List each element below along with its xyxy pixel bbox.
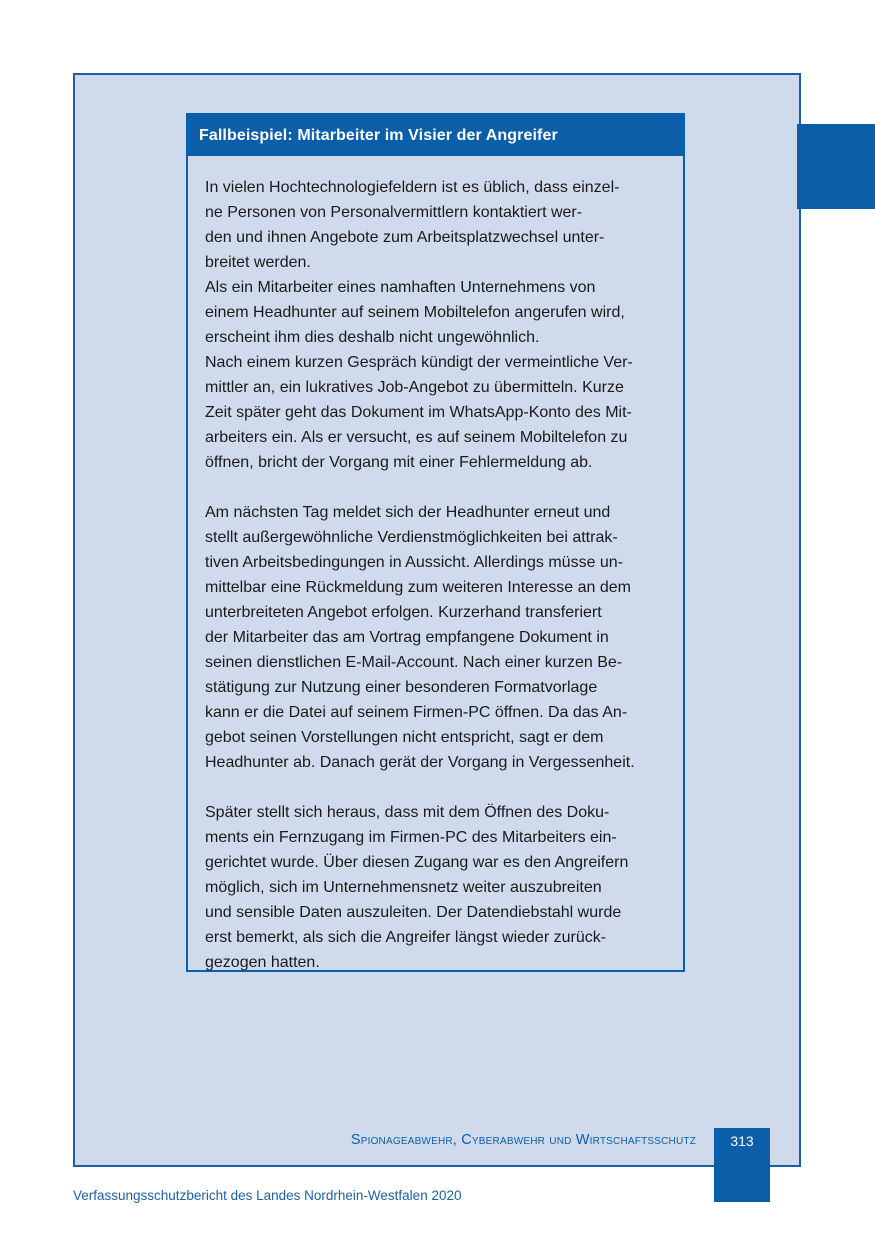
text-line: der Mitarbeiter das am Vortrag empfangene Dokument in [205,629,609,646]
case-study-paragraph-3 [205,800,675,975]
paragraph-gap [205,475,675,500]
text-line: In vielen Hochtechnologiefeldern ist es üblich, dass einzel- [205,179,620,196]
case-study-title: Fallbeispiel: Mitarbeiter im Visier der Angreifer [188,115,683,156]
text-line: breitet werden. [205,254,311,271]
text-line: öffnen, bricht der Vorgang mit einer Fehlermeldung ab. [205,454,593,471]
text-line: gerichtet wurde. Über diesen Zugang war es den Angreifern [205,854,629,871]
text-line: erscheint ihm dies deshalb nicht ungewöhnlich. [205,329,540,346]
text-line: mittler an, ein lukratives Job-Angebot zu übermitteln. Kurze [205,379,624,396]
text-line: den und ihnen Angebote zum Arbeitsplatzwechsel unter- [205,229,605,246]
text-line: arbeiters ein. Als er versucht, es auf seinem Mobiltelefon zu [205,429,628,446]
report-caption: Verfassungsschutzbericht des Landes Nordrhein-Westfalen 2020 [73,1188,462,1203]
text-line: Headhunter ab. Danach gerät der Vorgang in Vergessenheit. [205,754,635,771]
text-line: und sensible Daten auszuleiten. Der Datendiebstahl wurde [205,904,622,921]
section-footer-title: Spionageabwehr, Cyberabwehr und Wirtschaftsschutz [350,1132,696,1148]
text-line: ments ein Fernzugang im Firmen-PC des Mitarbeiters ein- [205,829,617,846]
text-line: einem Headhunter auf seinem Mobiltelefon angerufen wird, [205,304,625,321]
page-number-tab [714,1128,770,1202]
text-line: mittelbar eine Rückmeldung zum weiteren Interesse an dem [205,579,631,596]
page-number: 313 [730,1133,754,1149]
text-line: tiven Arbeitsbedingungen in Aussicht. Allerdings müsse un- [205,554,624,571]
text-line: Nach einem kurzen Gespräch kündigt der vermeintliche Ver- [205,354,633,371]
chapter-tab-marker [797,124,875,209]
text-line: stellt außergewöhnliche Verdienstmöglichkeiten bei attrak- [205,529,618,546]
paragraph-gap [205,775,675,800]
case-study-box [186,113,685,972]
text-line: unterbreiteten Angebot erfolgen. Kurzerhand transferiert [205,604,602,621]
case-study-body [205,175,675,975]
text-line: Als ein Mitarbeiter eines namhaften Unternehmens von [205,279,596,296]
text-line: stätigung zur Nutzung einer besonderen Formatvorlage [205,679,598,696]
case-study-paragraph-2 [205,500,675,775]
text-line: ne Personen von Personalvermittlern kontaktiert wer- [205,204,583,221]
text-line: gezogen hatten. [205,954,320,971]
text-line: erst bemerkt, als sich die Angreifer längst wieder zurück- [205,929,607,946]
text-line: seinen dienstlichen E-Mail-Account. Nach einer kurzen Be- [205,654,623,671]
case-study-paragraph-1 [205,175,675,475]
text-line: gebot seinen Vorstellungen nicht entspricht, sagt er dem [205,729,604,746]
text-line: Später stellt sich heraus, dass mit dem Öffnen des Doku- [205,804,610,821]
text-line: Am nächsten Tag meldet sich der Headhunter erneut und [205,504,611,521]
text-line: möglich, sich im Unternehmensnetz weiter auszubreiten [205,879,602,896]
text-line: Zeit später geht das Dokument im WhatsApp-Konto des Mit- [205,404,632,421]
text-line: kann er die Datei auf seinem Firmen-PC öffnen. Da das An- [205,704,628,721]
